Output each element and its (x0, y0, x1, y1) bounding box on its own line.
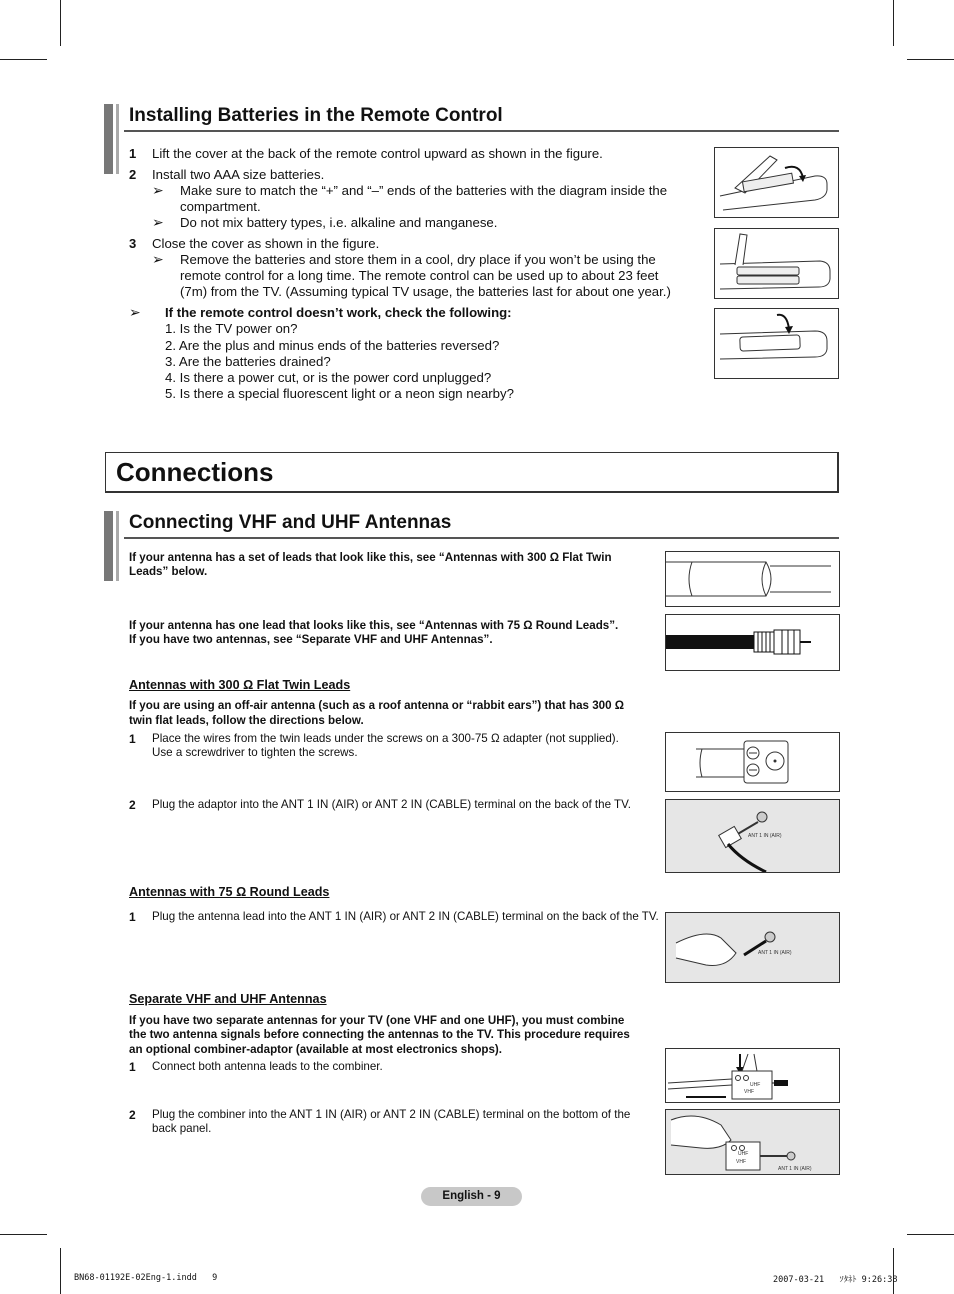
page-number-badge: English - 9 (421, 1187, 522, 1206)
crop-mark (907, 59, 954, 60)
crop-mark (907, 1234, 954, 1235)
check-title: If the remote control doesn’t work, check the following: (165, 305, 512, 320)
step-text: Plug the adaptor into the ANT 1 IN (AIR) or ANT 2 IN (CABLE) terminal on the back of the TV. (152, 798, 632, 811)
section-rule (124, 130, 839, 132)
intro-text: If your antenna has a set of leads that look like this, see “Antennas with 300 Ω Flat Twin (129, 551, 612, 564)
subsection-intro: an optional combiner-adaptor (available at most electronics shops). (129, 1043, 503, 1056)
step-text: Plug the combiner into the ANT 1 IN (AIR) or ANT 2 IN (CABLE) terminal on the bottom of the (152, 1108, 631, 1121)
subsection-intro: twin flat leads, follow the directions below. (129, 714, 364, 727)
subsection-title: Antennas with 75 Ω Round Leads (129, 885, 330, 899)
step-number: 1 (129, 146, 137, 161)
subsection-intro: If you are using an off-air antenna (such as a roof antenna or “rabbit ears”) that has 300 Ω (129, 699, 625, 712)
round-lead-plug-figure (665, 912, 840, 983)
intro-text: If your antenna has one lead that looks like this, see “Antennas with 75 Ω Round Leads”. (129, 619, 619, 632)
note-text: compartment. (180, 199, 261, 214)
note-text: (7m) from the TV. (Assuming typical TV usage, the batteries last for about one year.) (180, 284, 671, 299)
section-bar (116, 104, 119, 174)
combiner-figure (665, 1048, 840, 1103)
port-label: ANT 1 IN (AIR) (758, 950, 792, 956)
section-rule (124, 537, 839, 539)
round-lead-figure (665, 614, 840, 671)
step-text: Place the wires from the twin leads under the screws on a 300-75 Ω adapter (not supplied). (152, 732, 619, 745)
crop-mark (60, 0, 61, 46)
note-text: Do not mix battery types, i.e. alkaline and manganese. (180, 215, 498, 230)
section-title: Connecting VHF and UHF Antennas (129, 512, 452, 533)
uhf-label: UHF (738, 1151, 749, 1157)
remote-cover-open-figure (714, 147, 839, 218)
step-number: 1 (129, 910, 136, 924)
crop-mark (60, 1248, 61, 1294)
note-arrow-icon: ➢ (152, 214, 164, 230)
check-item: 3. Are the batteries drained? (165, 354, 331, 369)
note-arrow-icon: ➢ (129, 304, 141, 320)
subsection-title: Antennas with 300 Ω Flat Twin Leads (129, 678, 351, 692)
step-number: 1 (129, 1060, 136, 1074)
section-bar (104, 104, 113, 174)
step-text: Install two AAA size batteries. (152, 167, 325, 182)
remote-cover-close-figure (714, 308, 839, 379)
check-item: 4. Is there a power cut, or is the power cord unplugged? (165, 370, 492, 385)
step-text: back panel. (152, 1122, 212, 1135)
step-text: Connect both antenna leads to the combiner. (152, 1060, 383, 1073)
step-text: Plug the antenna lead into the ANT 1 IN (AIR) or ANT 2 IN (CABLE) terminal on the back of the TV. (152, 910, 659, 923)
step-number: 3 (129, 236, 137, 251)
subsection-title: Separate VHF and UHF Antennas (129, 992, 327, 1006)
check-item: 1. Is the TV power on? (165, 321, 298, 336)
page-title: Connections (116, 457, 274, 487)
note-text: Remove the batteries and store them in a cool, dry place if you won’t be using the (180, 252, 656, 267)
step-number: 2 (129, 798, 136, 812)
section-bar (104, 511, 113, 581)
step-number: 2 (129, 1108, 136, 1122)
step-text: Use a screwdriver to tighten the screws. (152, 746, 358, 759)
vhf-label: VHF (744, 1089, 754, 1095)
section-bar (116, 511, 119, 581)
note-arrow-icon: ➢ (152, 251, 164, 267)
subsection-intro: If you have two separate antennas for your TV (one VHF and one UHF), you must combine (129, 1014, 625, 1027)
uhf-label: UHF (750, 1082, 761, 1088)
adapter-plug-figure (665, 799, 840, 873)
file-info: BN68-01192E-02Eng-1.indd 9 (74, 1273, 218, 1283)
note-text: remote control for a long time. The remote control can be used up to about 23 feet (180, 268, 659, 283)
combiner-plug-figure (665, 1109, 840, 1175)
check-item: 2. Are the plus and minus ends of the batteries reversed? (165, 338, 500, 353)
crop-mark (893, 1248, 894, 1294)
section-title: Installing Batteries in the Remote Control (129, 105, 503, 126)
intro-text: Leads” below. (129, 565, 208, 578)
port-label: ANT 1 IN (AIR) (748, 833, 782, 839)
adapter-screws-figure (665, 732, 840, 792)
step-number: 1 (129, 732, 136, 746)
intro-text: If you have two antennas, see “Separate VHF and UHF Antennas”. (129, 633, 493, 646)
crop-mark (0, 59, 47, 60)
crop-mark (893, 0, 894, 46)
vhf-label: VHF (736, 1159, 746, 1165)
crop-mark (0, 1234, 47, 1235)
flat-twin-lead-figure (665, 551, 840, 607)
step-text: Close the cover as shown in the figure. (152, 236, 380, 251)
note-arrow-icon: ➢ (152, 182, 164, 198)
port-label: ANT 1 IN (AIR) (778, 1166, 812, 1172)
step-number: 2 (129, 167, 137, 182)
check-item: 5. Is there a special fluorescent light or a neon sign nearby? (165, 386, 514, 401)
remote-batteries-figure (714, 228, 839, 299)
step-text: Lift the cover at the back of the remote control upward as shown in the figure. (152, 146, 603, 161)
subsection-intro: the two antenna signals before connecting the antennas to the TV. This procedure requires (129, 1028, 630, 1041)
timestamp: 2007-03-21 ｿﾀﾈﾄ 9:26:38 (773, 1275, 898, 1285)
note-text: Make sure to match the “+” and “–” ends of the batteries with the diagram inside the (180, 183, 668, 198)
